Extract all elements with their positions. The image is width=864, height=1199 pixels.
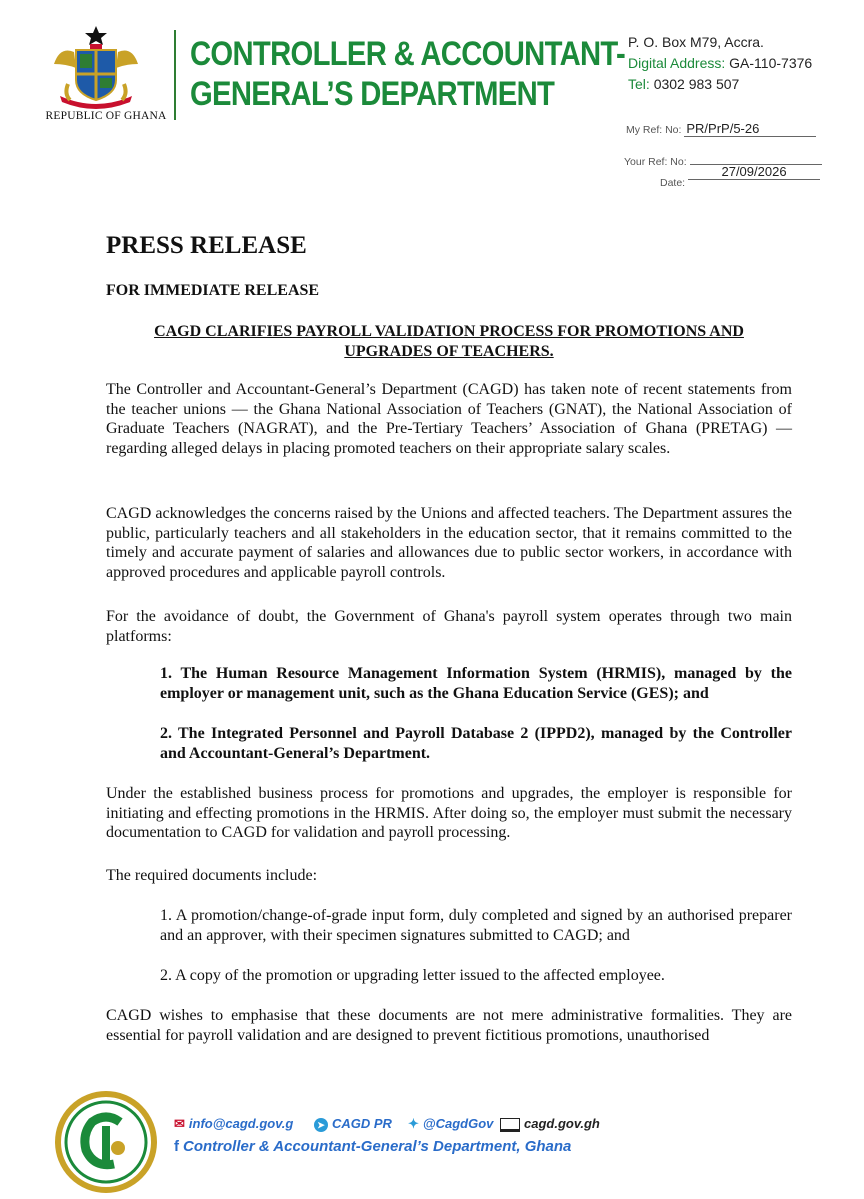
- laptop-icon: [500, 1118, 520, 1132]
- digital-address-value: GA-110-7376: [729, 55, 813, 71]
- contact-block: [628, 32, 812, 95]
- your-ref-value: [690, 150, 822, 165]
- paragraph-5: The required documents include:: [106, 867, 318, 884]
- date: [660, 164, 820, 190]
- digital-address-label: Digital Address:: [628, 55, 726, 71]
- department-name-line1: CONTROLLER & ACCOUNTANT-: [190, 35, 626, 73]
- cagd-logo: [54, 1090, 158, 1194]
- telegram-icon: ➤: [314, 1118, 328, 1132]
- footer-email[interactable]: [174, 1116, 293, 1132]
- platform-item-1: 1. The Human Resource Management Information System (HRMIS), managed by the employer or management unit, such as the Ghana Education Service (GES); and: [160, 665, 792, 702]
- republic-of-ghana-label: REPUBLIC OF GHANA: [45, 110, 167, 122]
- footer-telegram-text: CAGD PR: [332, 1116, 392, 1131]
- department-name-line2: GENERAL’S DEPARTMENT: [190, 75, 555, 113]
- document-item-1: 1. A promotion/change-of-grade input form, duly completed and signed by an authorised preparer and an approver, with their specimen signatures submitted to CAGD; and: [160, 907, 792, 944]
- header-divider: [174, 30, 176, 120]
- my-ref-value: PR/PrP/5-26: [684, 121, 816, 137]
- immediate-release-subheading: FOR IMMEDIATE RELEASE: [106, 282, 320, 299]
- date-label: Date:: [660, 177, 686, 189]
- paragraph-6: CAGD wishes to emphasise that these documents are not mere administrative formalities. They are essential for payroll validation and are designed to prevent fictitious promotions, unauthorised: [106, 1007, 792, 1044]
- paragraph-4: Under the established business process for promotions and upgrades, the employer is responsible for initiating and effecting promotions in the HRMIS. After doing so, the employer must submit the necessary documentation to CAGD for validation and payroll processing.: [106, 785, 792, 841]
- my-ref-label: My Ref: No:: [626, 124, 682, 136]
- footer-website[interactable]: [500, 1116, 600, 1132]
- date-value: 27/09/2026: [688, 164, 820, 180]
- footer-twitter-text: @CagdGov: [422, 1116, 494, 1131]
- footer-twitter[interactable]: [408, 1116, 493, 1132]
- telephone: [628, 74, 812, 95]
- paragraph-1: The Controller and Accountant-General’s Department (CAGD) has taken note of recent statements from the teacher unions — the Ghana National Association of Teachers (GNAT), the National Association of Graduate Teachers (NAGRAT), and the Pre-Tertiary Teachers’ Association of Ghana (PRETAG) — regarding alleged delays in placing promoted teachers on their appropriate salary scales.: [106, 381, 792, 457]
- po-box: P. O. Box M79, Accra.: [628, 34, 764, 50]
- my-ref: [626, 121, 816, 137]
- department-name: [190, 34, 625, 114]
- telephone-value: 0302 983 507: [653, 76, 740, 92]
- release-title: [106, 322, 792, 362]
- document-item-2: 2. A copy of the promotion or upgrading letter issued to the affected employee.: [160, 967, 665, 984]
- footer-telegram[interactable]: [314, 1116, 392, 1132]
- press-release-heading: PRESS RELEASE: [106, 232, 307, 259]
- footer-website-text: cagd.gov.gh: [524, 1116, 600, 1131]
- footer-email-text: info@cagd.gov.g: [188, 1116, 294, 1131]
- twitter-icon: ✦: [408, 1116, 419, 1131]
- digital-address: [628, 53, 812, 74]
- footer-facebook[interactable]: [174, 1138, 571, 1155]
- paragraph-2: CAGD acknowledges the concerns raised by the Unions and affected teachers. The Department assures the public, particularly teachers and all stakeholders in the education sector, that it remains committed to the timely and accurate payment of salaries and allowances due to public sector workers, in accordance with approved procedures and applicable payroll controls.: [106, 505, 792, 581]
- release-title-line1: CAGD CLARIFIES PAYROLL VALIDATION PROCESS FOR PROMOTIONS AND: [154, 323, 744, 340]
- your-ref-label: Your Ref: No:: [624, 156, 687, 168]
- footer-facebook-text: Controller & Accountant-General’s Department, Ghana: [183, 1138, 572, 1155]
- release-title-line2: UPGRADES OF TEACHERS.: [344, 343, 554, 360]
- ghana-coat-of-arms: [46, 24, 146, 110]
- platform-item-2: 2. The Integrated Personnel and Payroll Database 2 (IPPD2), managed by the Controller and Accountant-General’s Department.: [160, 725, 792, 762]
- telephone-label: Tel:: [628, 76, 650, 92]
- paragraph-3: For the avoidance of doubt, the Government of Ghana's payroll system operates through two main platforms:: [106, 608, 792, 645]
- mail-icon: ✉: [174, 1116, 185, 1131]
- facebook-icon: f: [174, 1138, 179, 1155]
